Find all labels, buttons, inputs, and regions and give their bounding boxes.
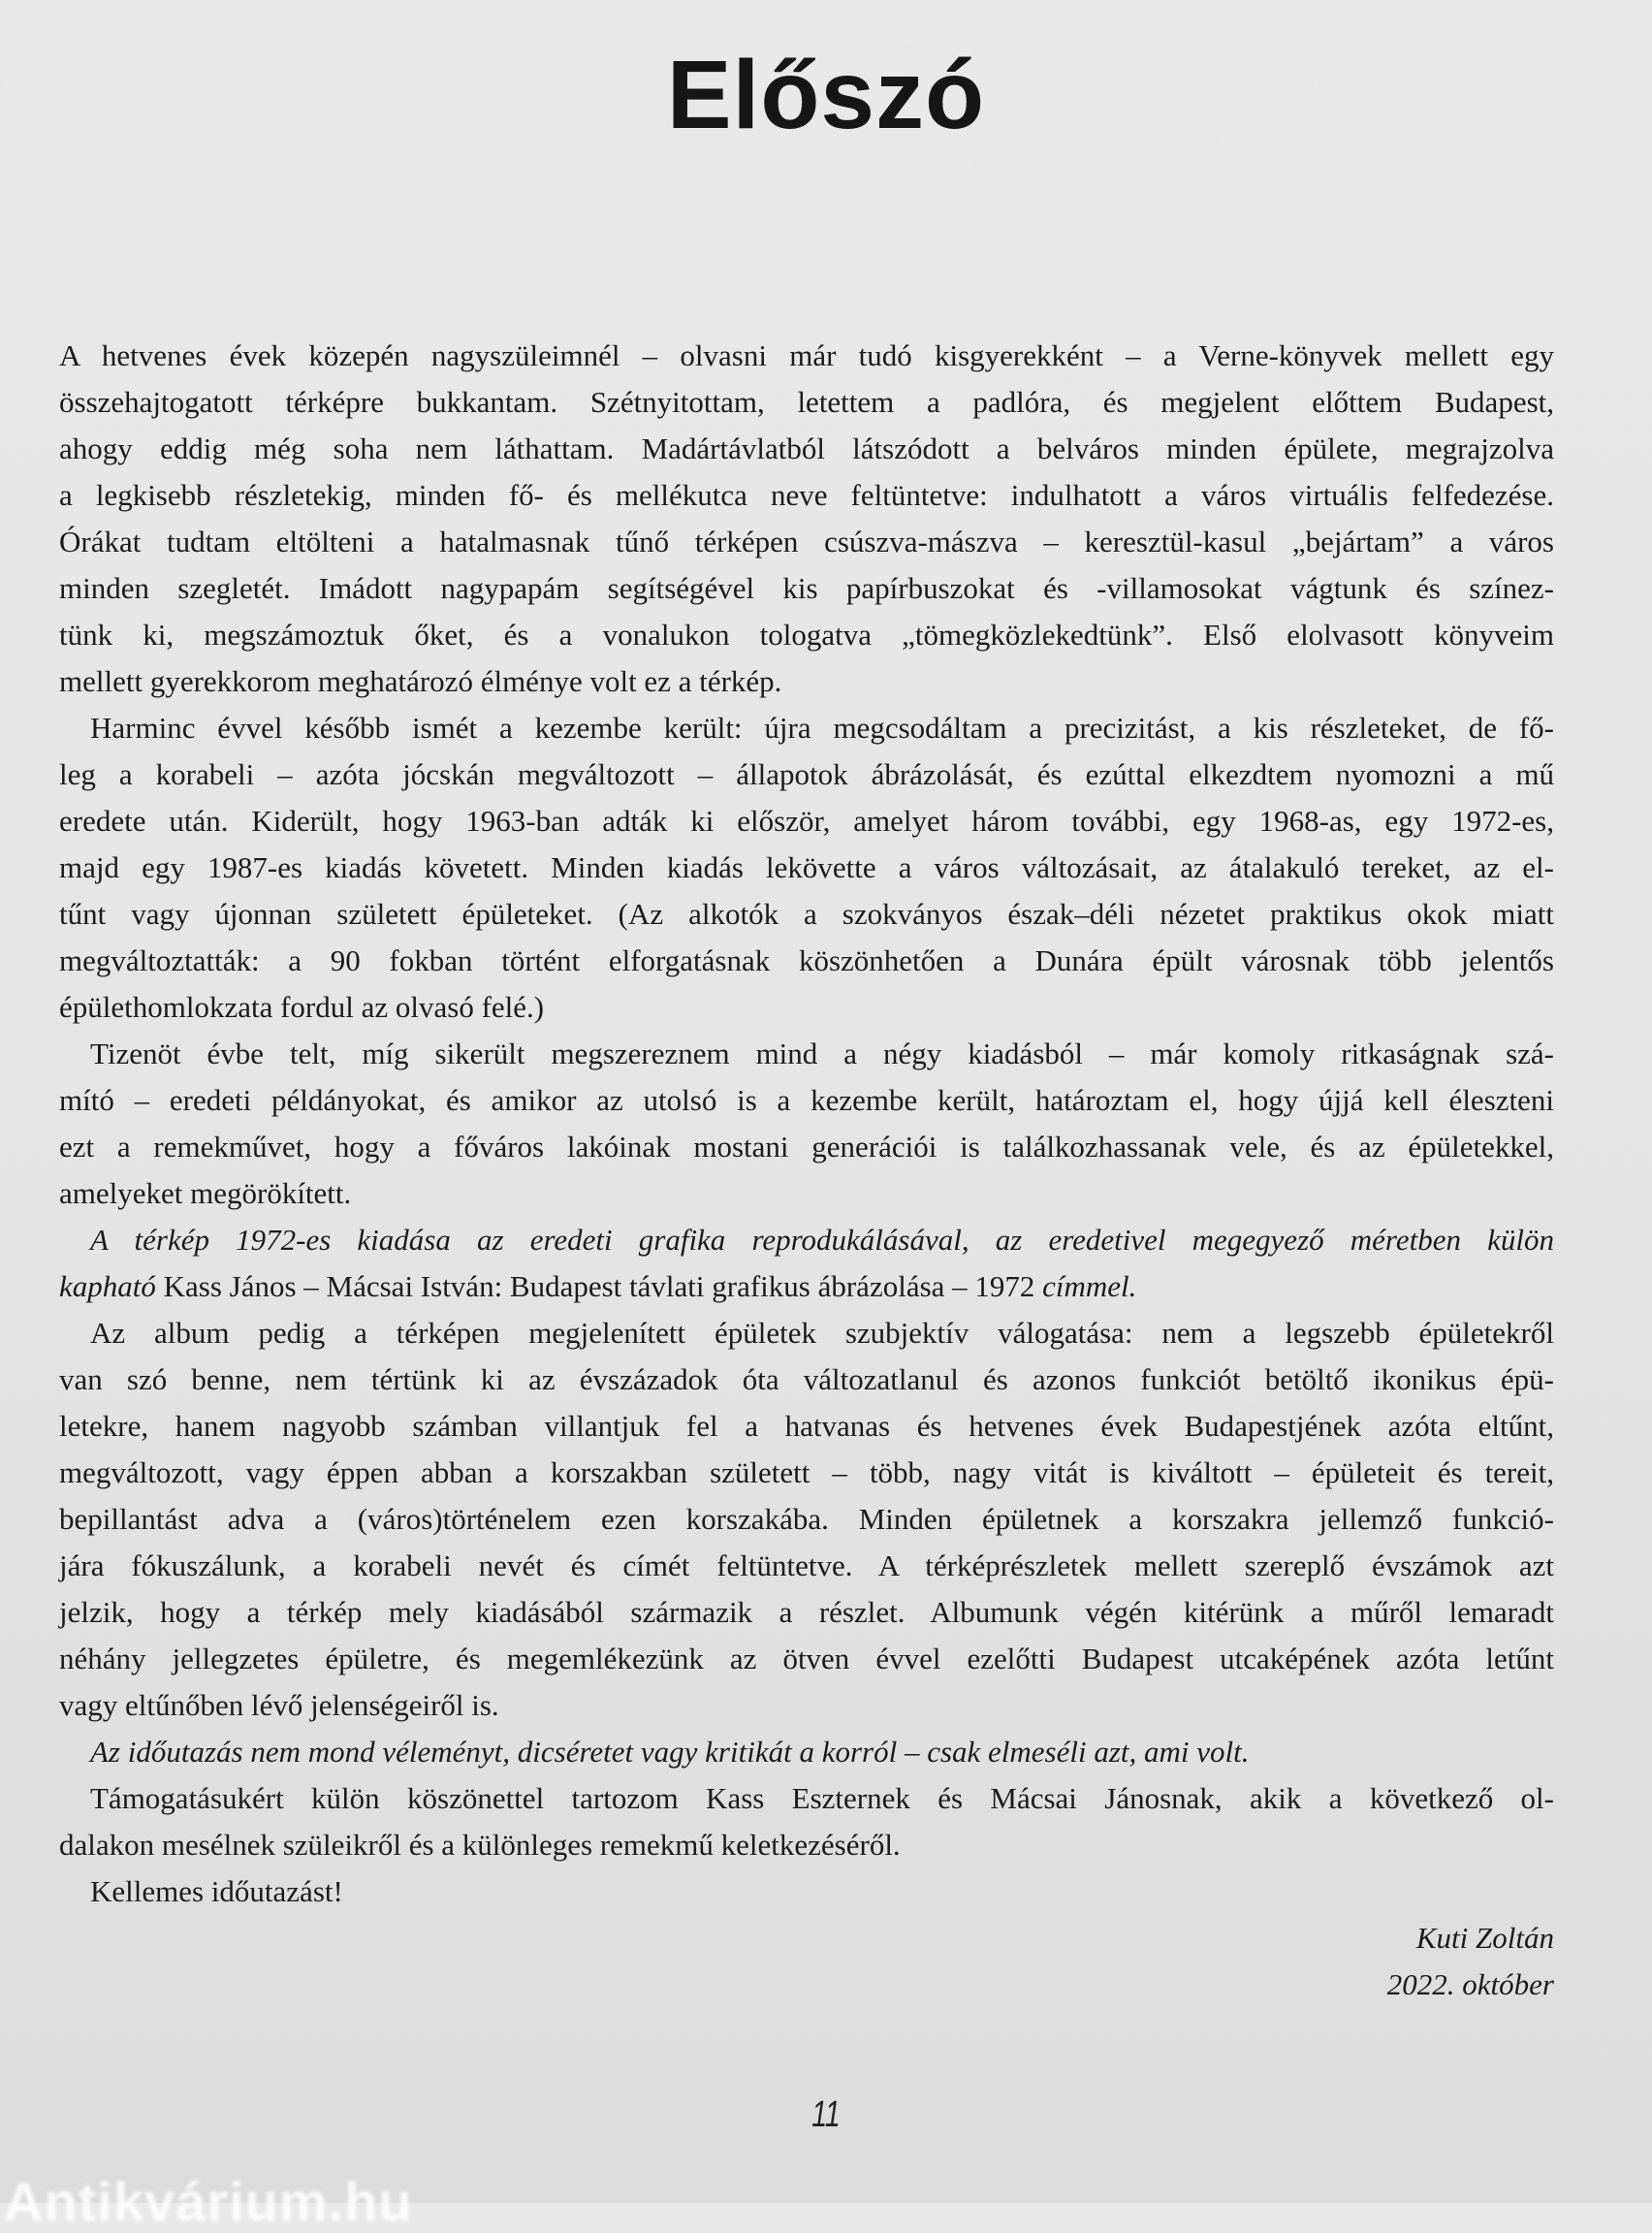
italic-text: Az időutazás nem mond véleményt, dicséretet vagy kritikát a korról – csak elmeséli azt, ami volt.	[90, 1735, 1250, 1769]
paragraph	[59, 1729, 1554, 1775]
text-segment: vagy eltűnőben lévő jelenségeiről is.	[59, 1688, 499, 1722]
italic-text: kapható	[59, 1269, 164, 1303]
text-line	[59, 705, 1554, 751]
text-line	[59, 1868, 1554, 1915]
text-segment: jára fókuszálunk, a korabeli nevét és címét feltüntetve. A térképrészletek mellett szereplő évszámok azt	[59, 1548, 1554, 1582]
watermark-logo: Antikvárium.hu	[4, 2171, 413, 2232]
page-title: Előszó	[666, 41, 986, 149]
paragraphs	[59, 333, 1554, 1915]
text-line	[59, 1543, 1554, 1589]
text-line	[59, 1729, 1554, 1775]
preface-body	[59, 333, 1554, 2008]
text-segment: Órákat tudtam eltölteni a hatalmasnak tűnő térképen csúszva-mászva – keresztül-kasul „bejártam” a város	[59, 525, 1554, 558]
text-segment: mító – eredeti példányokat, és amikor az utolsó is a kezembe került, határoztam el, hogy újjá kell éleszteni	[59, 1083, 1554, 1117]
text-segment: tűnt vagy újonnan született épületeket. (Az alkotók a szokványos észak–déli nézetet praktikus okok miatt	[59, 897, 1554, 931]
text-line	[59, 891, 1554, 938]
signature	[59, 1915, 1554, 2008]
text-segment: Kellemes időutazást!	[90, 1874, 343, 1908]
text-line	[59, 612, 1554, 658]
text-segment: eredete után. Kiderült, hogy 1963-ban adták ki először, amelyet három további, egy 1968-as, egy 1972-es,	[59, 804, 1554, 838]
text-line	[59, 751, 1554, 798]
text-line	[59, 1775, 1554, 1822]
text-segment: Tizenöt évbe telt, míg sikerült megszereznem mind a négy kiadásból – már komoly ritkaságnak szá-	[90, 1037, 1554, 1070]
text-segment: bepillantást adva a (város)történelem ezen korszakába. Minden épületnek a korszakra jellemző funkció-	[59, 1502, 1554, 1536]
text-segment: majd egy 1987-es kiadás követett. Minden kiadás lekövette a város változásait, az átalakuló tereket, az el-	[59, 850, 1554, 884]
text-line	[59, 565, 1554, 612]
text-line	[59, 845, 1554, 891]
text-segment: minden szegletét. Imádott nagypapám segítségével kis papírbuszokat és -villamosokat vágtunk és színez-	[59, 571, 1554, 605]
text-line	[59, 1356, 1554, 1403]
text-segment: leg a korabeli – azóta jócskán megváltozott – állapotok ábrázolását, és ezúttal elkezdtem nyomozni a mű	[59, 757, 1554, 791]
text-line	[59, 519, 1554, 565]
text-line	[59, 1589, 1554, 1636]
text-line	[59, 1403, 1554, 1450]
signature-date: 2022. október	[1386, 1967, 1554, 2001]
paragraph	[59, 1217, 1554, 1310]
text-line	[59, 798, 1554, 845]
text-line	[59, 472, 1554, 519]
text-segment: amelyeket megörökített.	[59, 1176, 352, 1210]
text-segment: tünk ki, megszámoztuk őket, és a vonalukon tologatva „tömegközlekedtünk”. Első elolvasott könyveim	[59, 618, 1554, 652]
text-line	[59, 333, 1554, 379]
paragraph	[59, 705, 1554, 1031]
text-segment: van szó benne, nem tértünk ki az évszázadok óta változatlanul és azonos funkciót betöltő ikonikus épü-	[59, 1362, 1554, 1396]
text-line	[59, 1682, 1554, 1729]
text-segment: néhány jellegzetes épületre, és megemlékezünk az ötven évvel ezelőtti Budapest utcaképének azóta letűnt	[59, 1642, 1554, 1675]
paragraph	[59, 1310, 1554, 1729]
text-segment: összehajtogatott térképre bukkantam. Szétnyitottam, letettem a padlóra, és megjelent előttem Budapest,	[59, 385, 1554, 419]
signature-author: Kuti Zoltán	[1415, 1921, 1554, 1955]
text-segment: A hetvenes évek közepén nagyszüleimnél – olvasni már tudó kisgyerekként – a Verne-könyvek mellett egy	[59, 338, 1554, 372]
italic-text: címmel.	[1034, 1269, 1137, 1303]
text-segment: ahogy eddig még soha nem láthattam. Madártávlatból látszódott a belváros minden épülete, megrajzolva	[59, 431, 1554, 465]
text-line	[59, 1170, 1554, 1217]
text-line	[59, 1031, 1554, 1077]
text-segment: megváltozott, vagy éppen abban a korszakban született – több, nagy vitát is kiváltott – épületeit és tereit,	[59, 1455, 1554, 1489]
text-segment: megváltoztatták: a 90 fokban történt elforgatásnak köszönhetően a Dunára épült városnak több jelentős	[59, 943, 1554, 977]
text-line	[59, 938, 1554, 984]
text-line	[59, 1310, 1554, 1356]
text-segment: dalakon mesélnek szüleikről és a különleges remekmű keletkezéséről.	[59, 1828, 901, 1862]
paragraph	[59, 1031, 1554, 1217]
paragraph	[59, 1775, 1554, 1868]
text-line	[59, 984, 1554, 1031]
text-segment: letekre, hanem nagyobb számban villantjuk fel a hatvanas és hetvenes évek Budapestjének azóta eltűnt,	[59, 1409, 1554, 1443]
text-line	[59, 1263, 1554, 1310]
text-segment: ezt a remekművet, hogy a főváros lakóinak mostani generációi is találkozhassanak vele, és az épületekkel,	[59, 1130, 1554, 1164]
text-segment: jelzik, hogy a térkép mely kiadásából származik a részlet. Albumunk végén kitérünk a műről lemaradt	[59, 1595, 1554, 1629]
text-line	[59, 1077, 1554, 1124]
text-segment: a legkisebb részletekig, minden fő- és mellékutca neve feltüntetve: indulhatott a város virtuális felfedezése.	[59, 478, 1554, 512]
paragraph	[59, 333, 1554, 705]
text-segment: Kass János – Mácsai István: Budapest távlati grafikus ábrázolása – 1972	[163, 1269, 1035, 1303]
text-segment: Harminc évvel később ismét a kezembe került: újra megcsodáltam a precizitást, a kis részleteket, de fő-	[90, 711, 1554, 745]
text-line	[59, 1822, 1554, 1868]
text-segment: épülethomlokzata fordul az olvasó felé.)	[59, 990, 545, 1024]
text-line	[59, 426, 1554, 472]
text-line	[59, 658, 1554, 705]
text-line	[59, 1124, 1554, 1170]
italic-text: A térkép 1972-es kiadása az eredeti grafika reprodukálásával, az eredetivel megegyező méretben külön	[90, 1223, 1554, 1257]
text-line	[59, 1450, 1554, 1496]
text-line	[59, 1496, 1554, 1543]
page-number: 11	[811, 2094, 841, 2135]
text-line	[59, 379, 1554, 426]
paragraph	[59, 1868, 1554, 1915]
text-segment: mellett gyerekkorom meghatározó élménye volt ez a térkép.	[59, 664, 782, 698]
text-line	[59, 1217, 1554, 1263]
text-segment: Az album pedig a térképen megjelenített épületek szubjektív válogatása: nem a legszebb épületekről	[90, 1316, 1554, 1350]
text-line	[59, 1636, 1554, 1682]
text-segment: Támogatásukért külön köszönettel tartozom Kass Eszternek és Mácsai Jánosnak, akik a következő ol-	[90, 1781, 1554, 1815]
